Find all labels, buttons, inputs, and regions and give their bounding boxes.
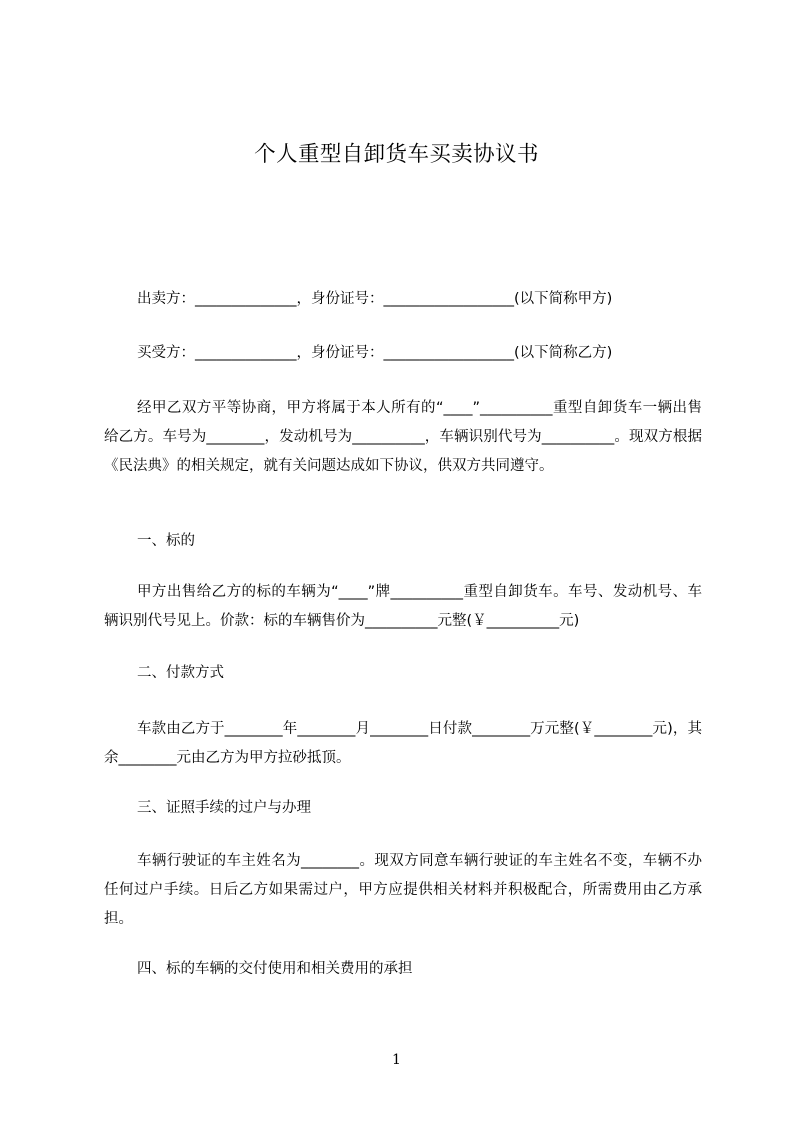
seller-line: 出卖方：______________，身份证号：__________________(以下简称甲方) xyxy=(137,291,613,307)
section-paragraph-2: 车款由乙方于________年________月________日付款________万元整(￥________元)，其余________元由乙方为甲方拉砂抵顶。 xyxy=(104,721,702,766)
buyer-line: 买受方：______________，身份证号：__________________(以下简称乙方) xyxy=(137,345,613,361)
intro-paragraph: 经甲乙双方平等协商，甲方将属于本人所有的“____”__________重型自卸货车一辆出售给乙方。车号为________，发动机号为__________，车辆识别代号为__________。现双方根据《民法典》的相关规定，就有关问题达成如下协议，供双方共同遵守。 xyxy=(104,400,702,474)
section-heading-2: 二、付款方式 xyxy=(137,665,224,681)
section-heading-3: 三、证照手续的过户与办理 xyxy=(137,800,311,816)
section-heading-4: 四、标的车辆的交付使用和相关费用的承担 xyxy=(137,961,413,977)
document-title: 个人重型自卸货车买卖协议书 xyxy=(254,142,539,167)
section-heading-1: 一、标的 xyxy=(137,533,195,549)
section-paragraph-3: 车辆行驶证的车主姓名为________。现双方同意车辆行驶证的车主姓名不变，车辆不办任何过户手续。日后乙方如果需过户，甲方应提供相关材料并积极配合，所需费用由乙方承担。 xyxy=(104,853,702,927)
section-paragraph-1: 甲方出售给乙方的标的车辆为“____”牌__________重型自卸货车。车号、发动机号、车辆识别代号见上。价款：标的车辆售价为__________元整(￥__________元) xyxy=(104,584,702,629)
page-number: 1 xyxy=(392,1052,401,1068)
